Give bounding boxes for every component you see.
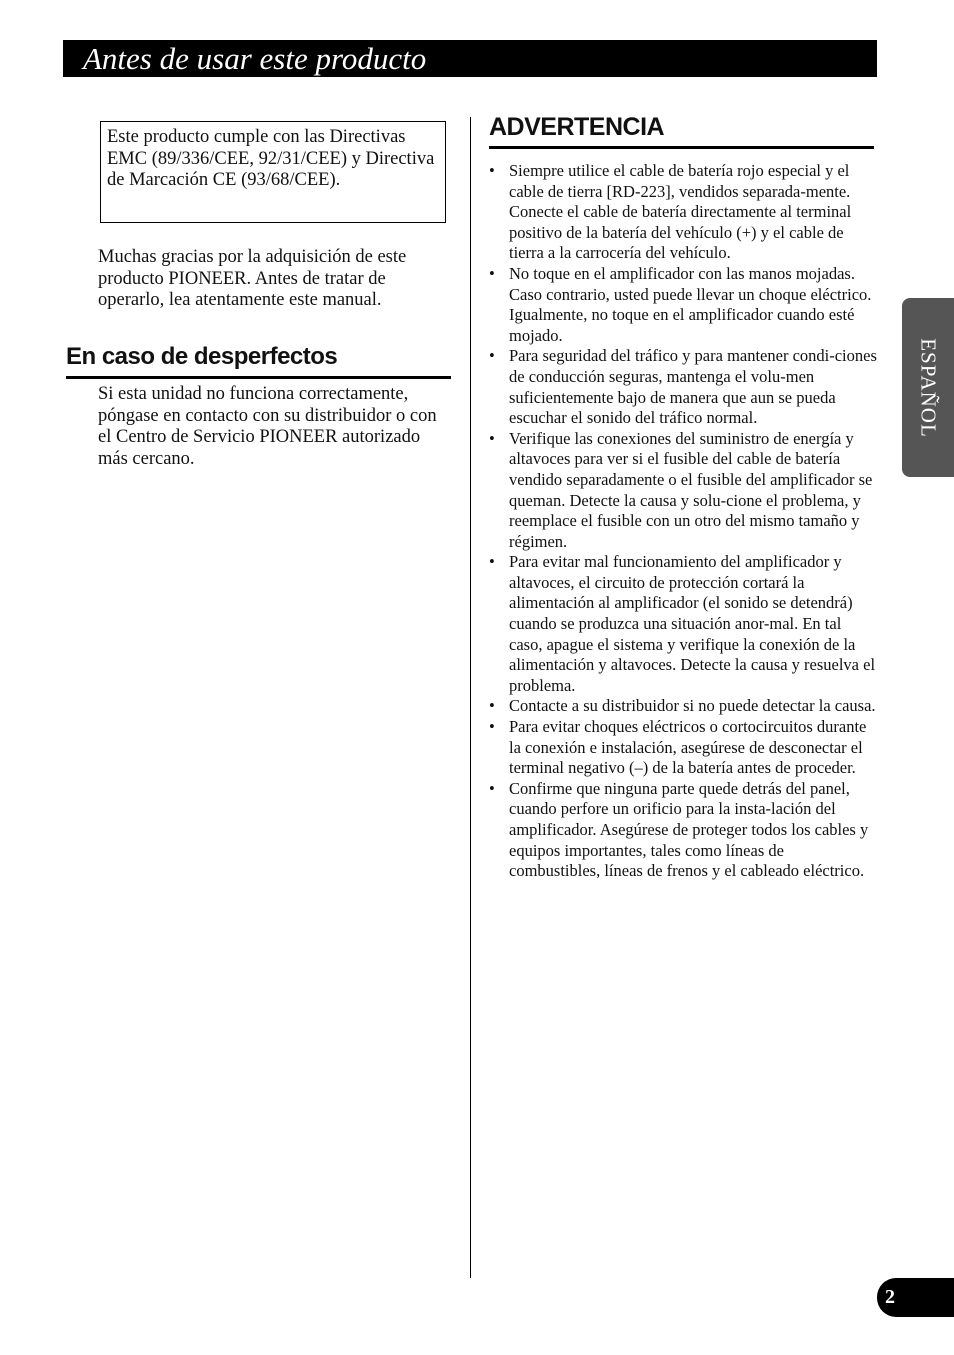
list-item <box>489 552 877 696</box>
header-bar <box>63 40 877 77</box>
list-item <box>489 346 877 428</box>
list-item <box>489 717 877 779</box>
warning-heading: ADVERTENCIA <box>489 113 665 141</box>
list-item-text: Contacte a su distribuidor si no puede detectar la causa. <box>509 696 876 716</box>
malfunction-paragraph: Si esta unidad no funciona correctamente, póngase en contacto con su distribuidor o con el Centro de Servicio PIONEER autorizado más cercano. <box>98 384 437 469</box>
malfunction-heading: En caso de desperfectos <box>66 343 338 370</box>
language-tab-label: ESPAÑOL <box>916 337 941 438</box>
malfunction-heading-rule <box>66 376 451 379</box>
list-item <box>489 264 877 346</box>
language-tab <box>902 298 954 477</box>
page-title: Antes de usar este producto <box>83 41 427 76</box>
bullet: • <box>489 696 495 716</box>
list-item <box>489 779 877 882</box>
page-number-tab <box>877 1278 954 1317</box>
list-item-text: Para evitar choques eléctricos o cortocircuitos durante la conexión e instalación, asegúrese de desconectar el terminal negativo (–) de la batería antes de proceder. <box>509 717 867 778</box>
warning-list <box>489 161 877 882</box>
list-item-text: Para evitar mal funcionamiento del amplificador y altavoces, el circuito de protección cortará la alimentación al amplificador (el sonido se detendrá) cuando se produzca una situación anor-mal. En tal caso, apague el sistema y verifique la conexión de la alimentación y altavoces. Detecte la causa y resuelva el problema. <box>509 552 876 695</box>
warning-heading-rule <box>489 146 874 149</box>
page-number: 2 <box>885 1286 895 1308</box>
bullet: • <box>489 717 495 737</box>
bullet: • <box>489 263 495 283</box>
list-item-text: Para seguridad del tráfico y para mantener condi-ciones de conducción seguras, mantenga el volu-men suficientemente bajo de manera que aun se pueda escuchar el sonido del tráfico normal. <box>509 346 877 428</box>
compliance-notice-box: Este producto cumple con las Directivas EMC (89/336/CEE, 92/31/CEE) y Directiva de Marcación CE (93/68/CEE). <box>100 121 446 223</box>
intro-paragraph: Muchas gracias por la adquisición de este producto PIONEER. Antes de tratar de operarlo, lea atentamente este manual. <box>98 247 407 310</box>
bullet: • <box>489 778 495 798</box>
bullet: • <box>489 428 495 448</box>
bullet: • <box>489 552 495 572</box>
list-item-text: No toque en el amplificador con las manos mojadas. Caso contrario, usted puede llevar un choque eléctrico. Igualmente, no toque en el amplificador cuando esté mojado. <box>509 263 872 345</box>
column-divider <box>470 117 471 1278</box>
list-item-text: Siempre utilice el cable de batería rojo especial y el cable de tierra [RD-223], vendidos separada-mente. Conecte el cable de batería directamente al terminal positivo de la batería del vehículo (+) y el cable de tierra a la carrocería del vehículo. <box>509 161 852 263</box>
list-item-text: Confirme que ninguna parte quede detrás del panel, cuando perfore un orificio para la insta-lación del amplificador. Asegúrese de proteger todos los cables y equipos importantes, tales como líneas de combustibles, líneas de frenos y el cableado eléctrico. <box>509 778 869 881</box>
bullet: • <box>489 346 495 366</box>
list-item <box>489 429 877 553</box>
list-item-text: Verifique las conexiones del suministro de energía y altavoces para ver si el fusible del cable de batería vendido separadamente o el fusible del amplificador se queman. Detecte la causa y solu-cione el problema, y reemplace el fusible con un otro del mismo tamaño y régimen. <box>509 428 873 551</box>
list-item <box>489 696 877 717</box>
bullet: • <box>489 161 495 180</box>
list-item <box>489 161 877 264</box>
